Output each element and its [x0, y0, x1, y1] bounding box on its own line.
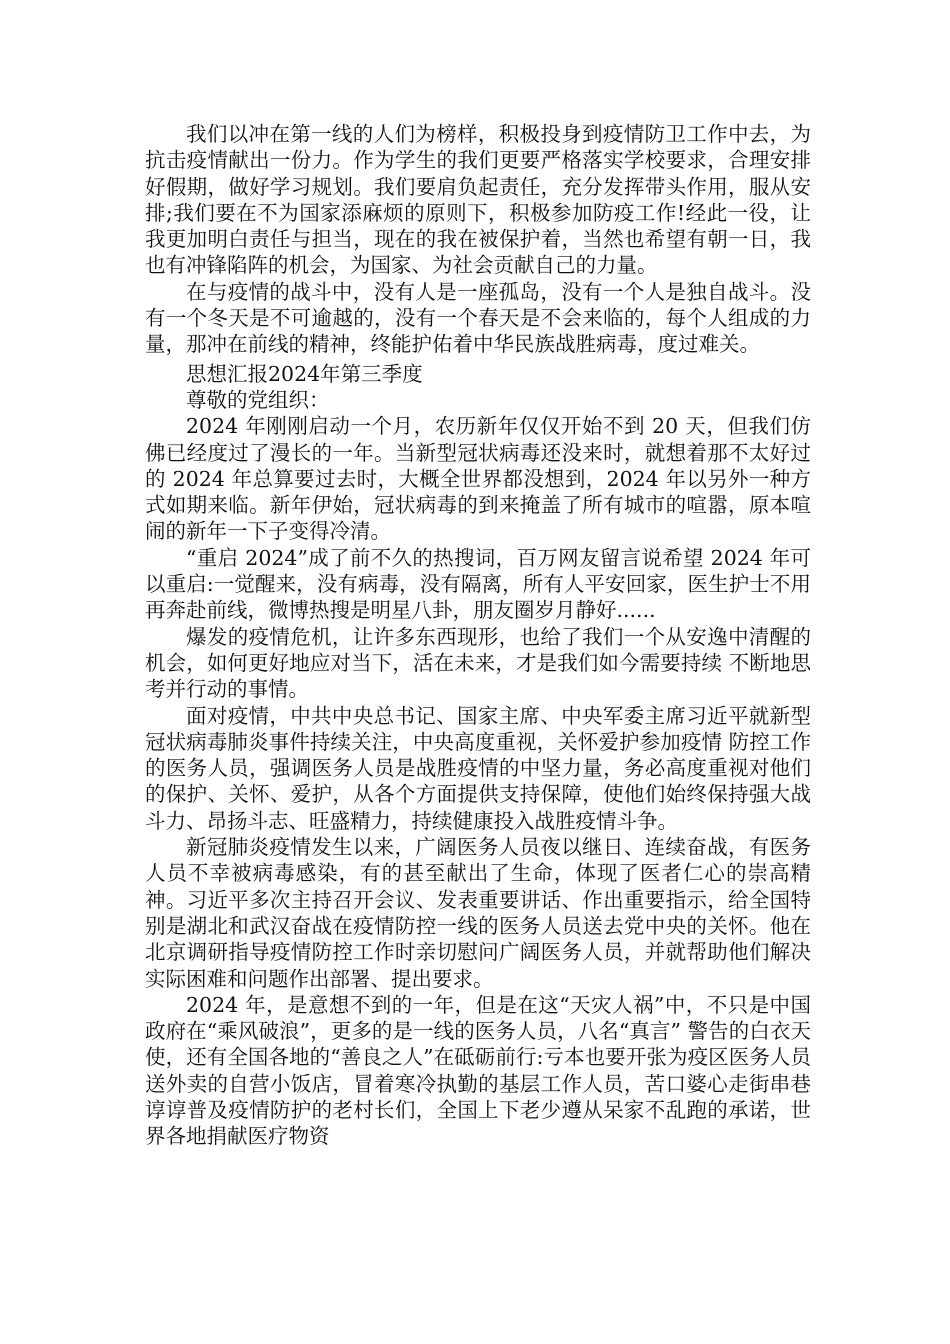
paragraph-no-island: 在与疫情的战斗中，没有人是一座孤岛，没有一个人是独自战斗。没有一个冬天是不可逾越的，没有一个春天是不会来临的，每个人组成的力量，那冲在前线的精神，终能护佑着中华民族战胜病毒，度过难关。 [145, 279, 811, 357]
paragraph-restart: “重启 2024”成了前不久的热搜词，百万网友留言说希望 2024 年可以重启:一觉醒来，没有病毒，没有隔离，所有人平安回家，医生护士不用再奔赴前线，微博热搜是明星八卦，朋友圈岁月静好...... [145, 545, 811, 623]
paragraph-new-year: 2024 年刚刚启动一个月，农历新年仅仅开始不到 20 天，但我们仿佛已经度过了漫长的一年。当新型冠状病毒还没来时，就想着那不太好过的 2024 年总算要过去时，大概全世界都没想到，2024 年以另外一种方式如期来临。新年伊始，冠状病毒的到来掩盖了所有城市的喧嚣，原本喧闹的新年一下子变得冷清。 [145, 414, 811, 544]
paragraph-medical-staff: 新冠肺炎疫情发生以来，广阔医务人员夜以继日、连续奋战，有医务人员不幸被病毒感染，有的甚至献出了生命，体现了医者仁心的崇高精神。习近平多次主持召开会议、发表重要讲话、作出重要指示，给全国特别是湖北和武汉奋战在疫情防控一线的医务人员送去党中央的关怀。他在北京调研指导疫情防控工作时亲切慰问广阔医务人员，并就帮助他们解决实际困难和问题作出部署、提出要求。 [145, 835, 811, 991]
salutation: 尊敬的党组织： [186, 387, 330, 412]
paragraph-crisis: 爆发的疫情危机，让许多东西现形，也给了我们一个从安逸中清醒的机会，如何更好地应对当下，活在未来，才是我们如今需要持续 不断地思考并行动的事情。 [145, 624, 811, 702]
paragraph-central-attention: 面对疫情，中共中央总书记、国家主席、中央军委主席习近平就新型冠状病毒肺炎事件持续关注，中央高度重视，关怀爱护参加疫情 防控工作的医务人员，强调医务人员是战胜疫情的中坚力量，务必高度重视对他们的保护、关怀、爱护，从各个方面提供支持保障，使他们始终保持强大战斗力、昂扬斗志、旺盛精力，持续健康投入战胜疫情斗争。 [145, 703, 811, 833]
document-page [145, 121, 811, 1150]
paragraph-unexpected-year: 2024 年，是意想不到的一年，但是在这“天灾人祸”中，不只是中国政府在“乘风破浪”，更多的是一线的医务人员，八名“真言” 警告的白衣天使，还有全国各地的“善良之人”在砥砺前行:亏本也要开张为疫区医务人员送外卖的自营小饭店，冒着寒冷执勤的基层工作人员，苦口婆心走街串巷谆谆普及疫情防护的老村长们，全国上下老少遵从呆家不乱跑的承诺，世界各地捐献医疗物资 [145, 992, 811, 1149]
report-heading: 思想汇报2024年第三季度 [186, 361, 423, 386]
paragraph-role-models: 我们以冲在第一线的人们为榜样，积极投身到疫情防卫工作中去，为抗击疫情献出一份力。作为学生的我们更要严格落实学校要求，合理安排好假期，做好学习规划。我们要肩负起责任，充分发挥带头作用，服从安排;我们要在不为国家添麻烦的原则下，积极参加防疫工作!经此一役，让我更加明白责任与担当，现在的我在被保护着，当然也希望有朝一日，我也有冲锋陷阵的机会，为国家、为社会贡献自己的力量。 [145, 122, 811, 278]
